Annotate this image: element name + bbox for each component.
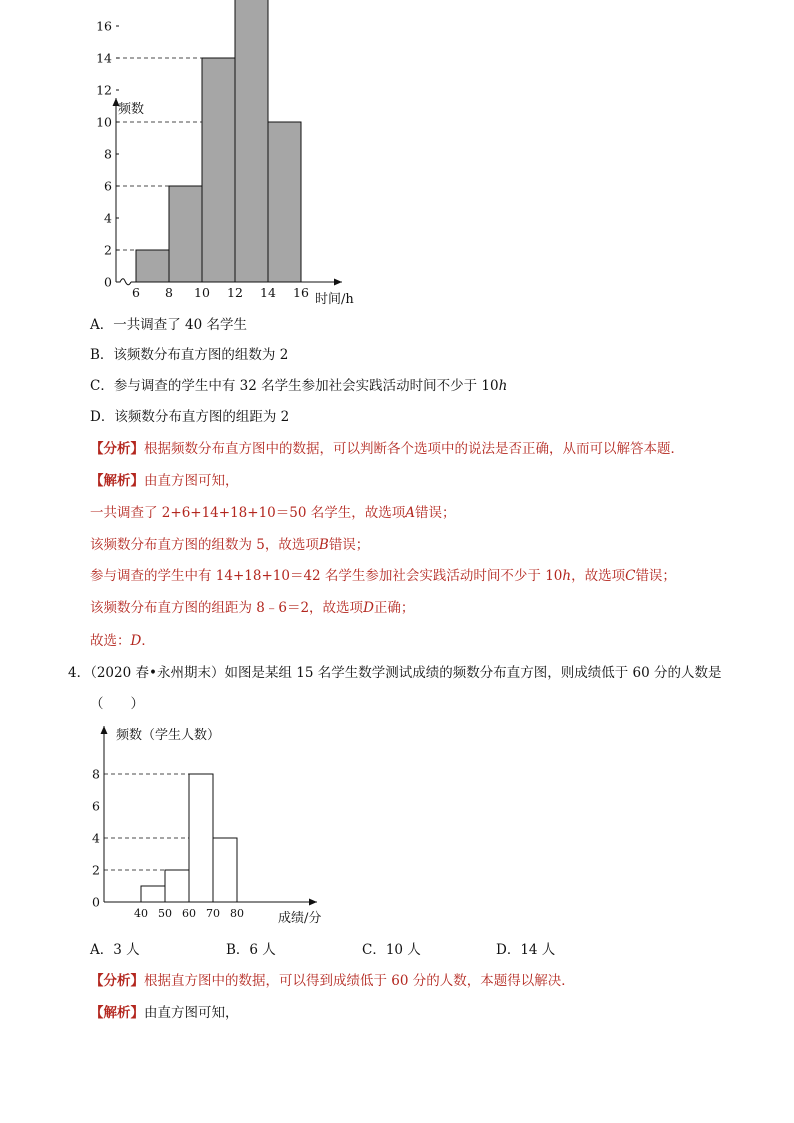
x-tick-label: 60 [182,907,196,920]
histogram-bar [202,58,235,282]
y-tick-label: 4 [92,830,100,846]
q4-stem: 4．（2020 春•永州期末）如图是某组 15 名学生数学测试成绩的频数分布直方图，则成绩低于 60 分的人数是 [68,665,722,681]
x-tick-label: 12 [227,285,243,300]
x-tick-label: 80 [230,907,244,920]
histogram-test-scores [88,722,348,932]
histogram-bar [136,250,169,282]
q3-solution-line-1: 一共调查了 2+6+14+18+10＝50 名学生，故选项A错误； [90,505,456,521]
y-tick-label: 8 [92,766,100,782]
x-tick-label: 10 [194,285,210,300]
solution-tag: 【解析】 [90,473,144,489]
histogram-bar [165,870,189,902]
x-axis-label: 时间/h [315,292,354,307]
q4-option-b[interactable]: B．6 人 [226,942,276,958]
y-tick-label: 6 [104,178,112,194]
x-axis-arrow [334,279,342,286]
histogram-bar [141,886,165,902]
q3-solution-line-4: 该频数分布直方图的组距为 8﹣6＝2，故选项D正确； [90,600,415,616]
q3-solution-line-2: 该频数分布直方图的组数为 5，故选项B错误； [90,537,370,553]
analysis-tag: 【分析】 [90,441,144,457]
q3-option-c[interactable] [90,377,507,395]
y-tick-label: 6 [92,798,100,814]
x-axis-label: 成绩/分 [278,911,322,926]
q3-answer: 故选：D． [90,633,155,649]
y-tick-label: 2 [104,242,112,258]
y-tick-label: 0 [92,894,100,910]
y-tick-label: 10 [96,114,112,130]
q3-option-d[interactable]: D．该频数分布直方图的组距为 2 [90,409,290,425]
histogram-bar [213,838,237,902]
x-tick-label: 14 [260,285,276,300]
histogram-study-time [90,18,380,310]
y-axis-label: 频数（学生人数） [116,728,221,743]
solution-tag: 【解析】 [90,1005,144,1021]
q4-answer-bracket: （ ） [90,696,144,712]
axis-break [116,279,131,285]
y-axis-arrow [101,726,108,734]
x-tick-label: 16 [293,285,309,300]
y-tick-label: 12 [96,82,112,98]
x-tick-label: 40 [134,907,148,920]
q3-option-b[interactable]: B．该频数分布直方图的组数为 2 [90,347,289,363]
q3-option-a[interactable]: A．一共调查了 40 名学生 [90,317,248,333]
q3-solution [90,472,239,490]
y-tick-label: 2 [92,862,100,878]
analysis-tag: 【分析】 [90,973,144,989]
y-tick-label [96,0,112,2]
y-tick-label: 14 [96,50,112,66]
y-tick-label: 4 [104,210,112,226]
q4-option-c[interactable]: C．10 人 [362,942,421,958]
analysis-text: 根据直方图中的数据，可以得到成绩低于 60 分的人数，本题得以解决． [144,973,575,989]
histogram-bar [189,774,213,902]
solution-text: 由直方图可知， [144,473,239,489]
x-axis-arrow [309,899,317,906]
x-tick-label: 6 [132,285,140,300]
y-axis-label: 频数 [118,102,145,117]
q3-option-c-text: C．参与调查的学生中有 32 名学生参加社会实践活动时间不少于 10 [90,378,499,394]
histogram-bar [268,122,301,282]
q4-solution [90,1004,239,1022]
solution-text: 由直方图可知， [144,1005,239,1021]
q4-option-a[interactable]: A．3 人 [90,942,140,958]
analysis-text: 根据频数分布直方图中的数据，可以判断各个选项中的说法是否正确，从而可以解答本题． [144,441,684,457]
x-tick-label: 8 [165,285,173,300]
q4-option-d[interactable]: D．14 人 [496,942,556,958]
x-tick-label: 70 [206,907,220,920]
y-tick-label: 8 [104,146,112,162]
x-tick-label: 50 [158,907,172,920]
histogram-bar [235,0,268,282]
q4-analysis [90,972,575,990]
y-tick-label: 0 [104,274,112,290]
histogram-bar [169,186,202,282]
y-tick-label: 16 [96,18,112,34]
q3-option-c-unit: h [498,378,508,394]
q3-analysis [90,440,684,458]
q3-solution-line-3: 参与调查的学生中有 14+18+10＝42 名学生参加社会实践活动时间不少于 10h，故选项C错误； [90,568,676,584]
